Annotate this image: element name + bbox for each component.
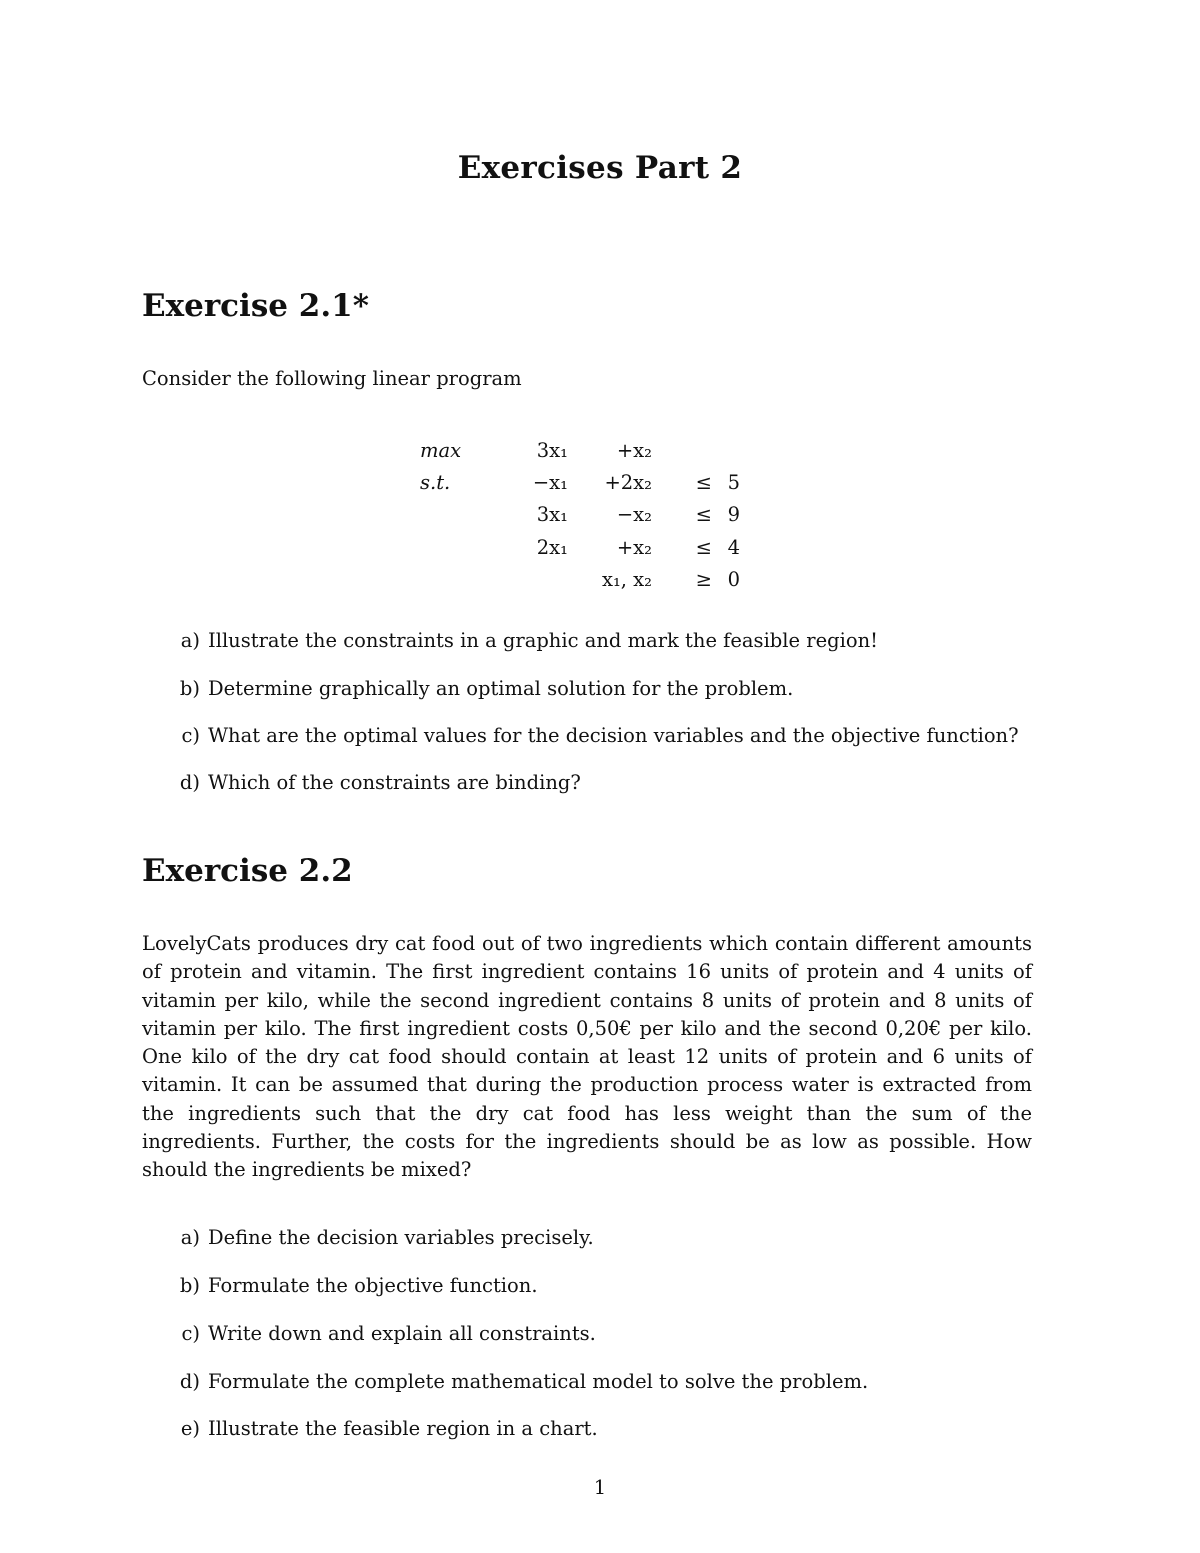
lp-cell: ≤ xyxy=(695,471,712,495)
list-item-text: Which of the constraints are binding? xyxy=(208,771,581,794)
lp-cell xyxy=(420,499,500,531)
list-item-text: Define the decision variables precisely. xyxy=(208,1226,594,1249)
list-item-text: Illustrate the constraints in a graphic and mark the feasible region! xyxy=(208,629,878,652)
lp-cell xyxy=(420,564,500,596)
lp-row xyxy=(420,564,740,596)
lp-cell: ≤ xyxy=(695,503,712,527)
lp-cell xyxy=(420,531,500,563)
list-item-text: Illustrate the feasible region in a chart. xyxy=(208,1417,598,1440)
lp-cell: 2x₁ xyxy=(536,535,568,559)
lp-cell: 3x₁ xyxy=(536,503,568,527)
list-item-label: a) xyxy=(180,629,200,652)
list-item-text: Determine graphically an optimal solution for the problem. xyxy=(208,677,794,700)
list-item xyxy=(150,677,1050,700)
list-item xyxy=(150,1274,1050,1297)
lp-row xyxy=(420,531,740,563)
lp-cell: ≤ xyxy=(695,535,712,559)
list-item xyxy=(150,724,1050,747)
list-item xyxy=(150,1226,1050,1249)
list-item xyxy=(150,1370,1050,1393)
page-title: Exercises Part 2 xyxy=(457,150,743,186)
exercise-2-1-heading: Exercise 2.1* xyxy=(142,288,369,324)
list-item xyxy=(150,1322,1050,1345)
exercise-2-2-heading: Exercise 2.2 xyxy=(142,853,353,889)
lp-cell: ≥ xyxy=(695,568,712,592)
list-item xyxy=(150,1417,1050,1440)
lp-cell: s.t. xyxy=(420,471,451,495)
list-item-label: b) xyxy=(179,1274,200,1297)
lp-row xyxy=(420,499,740,531)
lp-cell xyxy=(652,434,712,466)
lp-cell: +x₂ xyxy=(616,438,652,462)
exercise-2-1-intro: Consider the following linear program xyxy=(142,367,522,390)
lp-cell: 9 xyxy=(727,503,740,527)
lp-cell: +2x₂ xyxy=(604,471,652,495)
list-item-label: c) xyxy=(181,724,200,747)
lp-cell: 3x₁ xyxy=(536,438,568,462)
list-item-label: a) xyxy=(180,1226,200,1249)
lp-cell: +x₂ xyxy=(616,535,652,559)
list-item-text: Formulate the objective function. xyxy=(208,1274,538,1297)
list-item-label: b) xyxy=(179,677,200,700)
lp-cell: 5 xyxy=(727,471,740,495)
lp-cell xyxy=(500,564,568,596)
list-item-label: d) xyxy=(179,771,200,794)
list-item xyxy=(150,629,1050,652)
list-item xyxy=(150,771,1050,794)
lp-cell: 0 xyxy=(727,568,740,592)
lp-cell: x₁, x₂ xyxy=(601,568,652,592)
lp-cell xyxy=(712,434,740,466)
list-item-label: d) xyxy=(179,1370,200,1393)
lp-cell: −x₁ xyxy=(532,471,568,495)
lp-cell: max xyxy=(420,438,462,462)
list-item-label: c) xyxy=(181,1322,200,1345)
list-item-label: e) xyxy=(180,1417,200,1440)
linear-program xyxy=(420,434,740,596)
page-number: 1 xyxy=(593,1476,607,1499)
lp-cell: −x₂ xyxy=(616,503,652,527)
lp-row xyxy=(420,434,740,466)
lp-cell: 4 xyxy=(727,535,740,559)
list-item-text: Formulate the complete mathematical model to solve the problem. xyxy=(208,1370,869,1393)
list-item-text: What are the optimal values for the decision variables and the objective function? xyxy=(208,724,1019,747)
lp-row xyxy=(420,466,740,498)
list-item-text: Write down and explain all constraints. xyxy=(208,1322,596,1345)
exercise-2-2-paragraph: LovelyCats produces dry cat food out of two ingredients which contain different amounts of protein and vitamin. The first ingredient contains 16 units of protein and 4 units of vitamin per kilo, while the second ingredient contains 8 units of protein and 8 units of vitamin per kilo. The first ingredient costs 0,50€ per kilo and the second 0,20€ per kilo. One kilo of the dry cat food should contain at least 12 units of protein and 6 units of vitamin. It can be assumed that during the production process water is extracted from the ingredients such that the dry cat food has less weight than the sum of the ingredients. Further, the costs for the ingredients should be as low as possible. How should the ingredients be mixed? xyxy=(142,932,1032,1182)
